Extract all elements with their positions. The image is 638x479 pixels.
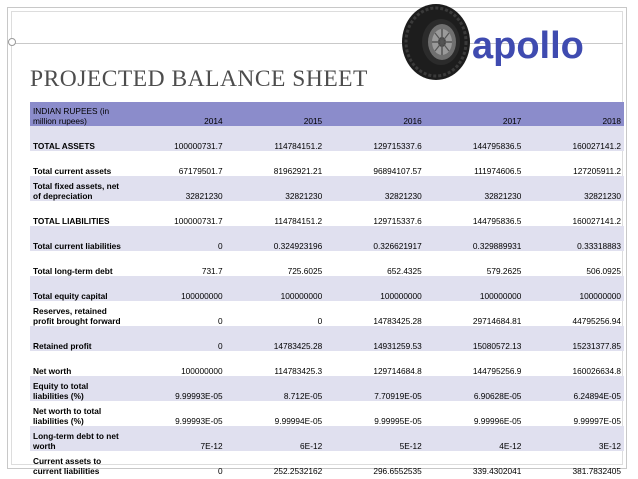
balance-sheet-table bbox=[30, 102, 624, 476]
value-cell: 160027141.2 bbox=[524, 126, 624, 151]
header-year-cell: 2017 bbox=[425, 102, 525, 126]
value-cell: 114783425.3 bbox=[274, 366, 323, 376]
row-label-cell: TOTAL LIABILITIES bbox=[33, 216, 110, 226]
value-cell: 731.7 bbox=[201, 266, 223, 276]
value-cell: 0 bbox=[217, 316, 223, 326]
value-cell: 100000731.7 bbox=[126, 126, 226, 151]
value-cell: 32821230 bbox=[126, 176, 226, 201]
value-cell: 144795836.5 bbox=[472, 216, 522, 226]
row-label-cell: Total current liabilities bbox=[30, 226, 126, 251]
table-row bbox=[30, 426, 624, 451]
value-cell: 15231377.85 bbox=[524, 326, 624, 351]
header-label-cell: INDIAN RUPEES (in million rupees) bbox=[30, 102, 126, 126]
value-cell: 81962921.21 bbox=[273, 166, 323, 176]
value-cell: 9.99993E-05 bbox=[175, 416, 223, 426]
value-cell: 127205911.2 bbox=[573, 166, 621, 176]
value-cell: 144795256.9 bbox=[472, 366, 522, 376]
value-cell: 0 bbox=[317, 316, 323, 326]
row-label-cell: Retained profit bbox=[30, 326, 126, 351]
value-cell: 9.99995E-05 bbox=[374, 416, 422, 426]
value-cell: 114784151.2 bbox=[274, 216, 323, 226]
value-cell: 7E-12 bbox=[126, 426, 226, 451]
value-cell: 339.4302041 bbox=[472, 466, 522, 476]
table-row bbox=[30, 126, 624, 151]
value-cell: 129715337.6 bbox=[325, 126, 425, 151]
apollo-logo bbox=[398, 2, 618, 98]
value-cell: 32821230 bbox=[425, 176, 525, 201]
table-body bbox=[30, 102, 624, 476]
value-cell: 9.99993E-05 bbox=[126, 376, 226, 401]
value-cell: 7.70919E-05 bbox=[325, 376, 425, 401]
value-cell: 100000000 bbox=[181, 366, 223, 376]
tyre-icon bbox=[402, 4, 470, 80]
value-cell: 15080572.13 bbox=[425, 326, 525, 351]
value-cell: 0 bbox=[217, 466, 223, 476]
value-cell: 29714684.81 bbox=[472, 316, 522, 326]
value-cell: 144795836.5 bbox=[425, 126, 525, 151]
value-cell: 160026634.8 bbox=[572, 366, 621, 376]
value-cell: 0.326621917 bbox=[325, 226, 425, 251]
value-cell: 32821230 bbox=[524, 176, 624, 201]
value-cell: 100000000 bbox=[226, 276, 326, 301]
header-ring-ornament bbox=[8, 38, 16, 46]
value-cell: 725.6025 bbox=[287, 266, 323, 276]
table-row bbox=[30, 201, 624, 226]
value-cell: 0 bbox=[126, 326, 226, 351]
value-cell: 9.99994E-05 bbox=[274, 416, 323, 426]
row-label-cell: TOTAL ASSETS bbox=[30, 126, 126, 151]
value-cell: 14783425.28 bbox=[226, 326, 326, 351]
table-row bbox=[30, 351, 624, 376]
value-cell: 9.99997E-05 bbox=[573, 416, 621, 426]
row-label-cell: Total current assets bbox=[33, 166, 112, 176]
table-row bbox=[30, 276, 624, 301]
table-header-row bbox=[30, 102, 624, 126]
header-year-cell: 2016 bbox=[325, 102, 425, 126]
table-row bbox=[30, 326, 624, 351]
value-cell: 67179501.7 bbox=[178, 166, 223, 176]
value-cell: 5E-12 bbox=[325, 426, 425, 451]
value-cell: 100000000 bbox=[325, 276, 425, 301]
value-cell: 96894107.57 bbox=[373, 166, 422, 176]
row-label-cell: Long-term debt to net worth bbox=[30, 426, 126, 451]
value-cell: 6.24894E-05 bbox=[524, 376, 624, 401]
value-cell: 129714684.8 bbox=[373, 366, 422, 376]
value-cell: 44795256.94 bbox=[572, 316, 621, 326]
value-cell: 32821230 bbox=[226, 176, 326, 201]
row-label-cell: Net worth to total liabilities (%) bbox=[33, 406, 102, 426]
value-cell: 32821230 bbox=[325, 176, 425, 201]
value-cell: 3E-12 bbox=[524, 426, 624, 451]
value-cell: 381.7832405 bbox=[572, 466, 621, 476]
value-cell: 0.33318883 bbox=[524, 226, 624, 251]
table-row bbox=[30, 251, 624, 276]
row-label-cell: Total equity capital bbox=[30, 276, 126, 301]
value-cell: 0 bbox=[126, 226, 226, 251]
value-cell: 114784151.2 bbox=[226, 126, 326, 151]
table-row bbox=[30, 226, 624, 251]
value-cell: 6.90628E-05 bbox=[425, 376, 525, 401]
table-row bbox=[30, 401, 624, 426]
value-cell: 252.2532162 bbox=[273, 466, 323, 476]
value-cell: 8.712E-05 bbox=[226, 376, 326, 401]
row-label-cell: Reserves, retained profit brought forward bbox=[33, 306, 121, 326]
value-cell: 100000000 bbox=[126, 276, 226, 301]
value-cell: 579.2625 bbox=[486, 266, 522, 276]
table-row bbox=[30, 376, 624, 401]
page-title: PROJECTED BALANCE SHEET bbox=[30, 66, 368, 92]
header-year-cell: 2014 bbox=[126, 102, 226, 126]
value-cell: 506.0925 bbox=[586, 266, 621, 276]
table-row bbox=[30, 176, 624, 201]
value-cell: 14931259.53 bbox=[325, 326, 425, 351]
value-cell: 14783425.28 bbox=[373, 316, 422, 326]
value-cell: 100000731.7 bbox=[174, 216, 223, 226]
value-cell: 160027141.2 bbox=[572, 216, 621, 226]
row-label-cell: Equity to total liabilities (%) bbox=[30, 376, 126, 401]
row-label-cell: Total long-term debt bbox=[33, 266, 113, 276]
value-cell: 9.99996E-05 bbox=[473, 416, 522, 426]
header-year-cell: 2018 bbox=[524, 102, 624, 126]
value-cell: 0.324923196 bbox=[226, 226, 326, 251]
header-year-cell: 2015 bbox=[226, 102, 326, 126]
value-cell: 100000000 bbox=[524, 276, 624, 301]
table-row bbox=[30, 451, 624, 476]
value-cell: 129715337.6 bbox=[373, 216, 422, 226]
row-label-cell: Current assets to current liabilities bbox=[33, 456, 102, 476]
table-row bbox=[30, 151, 624, 176]
table-row bbox=[30, 301, 624, 326]
value-cell: 4E-12 bbox=[425, 426, 525, 451]
row-label-cell: Total fixed assets, net of depreciation bbox=[30, 176, 126, 201]
value-cell: 6E-12 bbox=[226, 426, 326, 451]
value-cell: 296.6552535 bbox=[373, 466, 422, 476]
logo-text: apollo bbox=[472, 25, 584, 67]
value-cell: 100000000 bbox=[425, 276, 525, 301]
value-cell: 0.329889931 bbox=[425, 226, 525, 251]
row-label-cell: Net worth bbox=[33, 366, 72, 376]
value-cell: 111974606.5 bbox=[474, 166, 522, 176]
value-cell: 652.4325 bbox=[387, 266, 422, 276]
